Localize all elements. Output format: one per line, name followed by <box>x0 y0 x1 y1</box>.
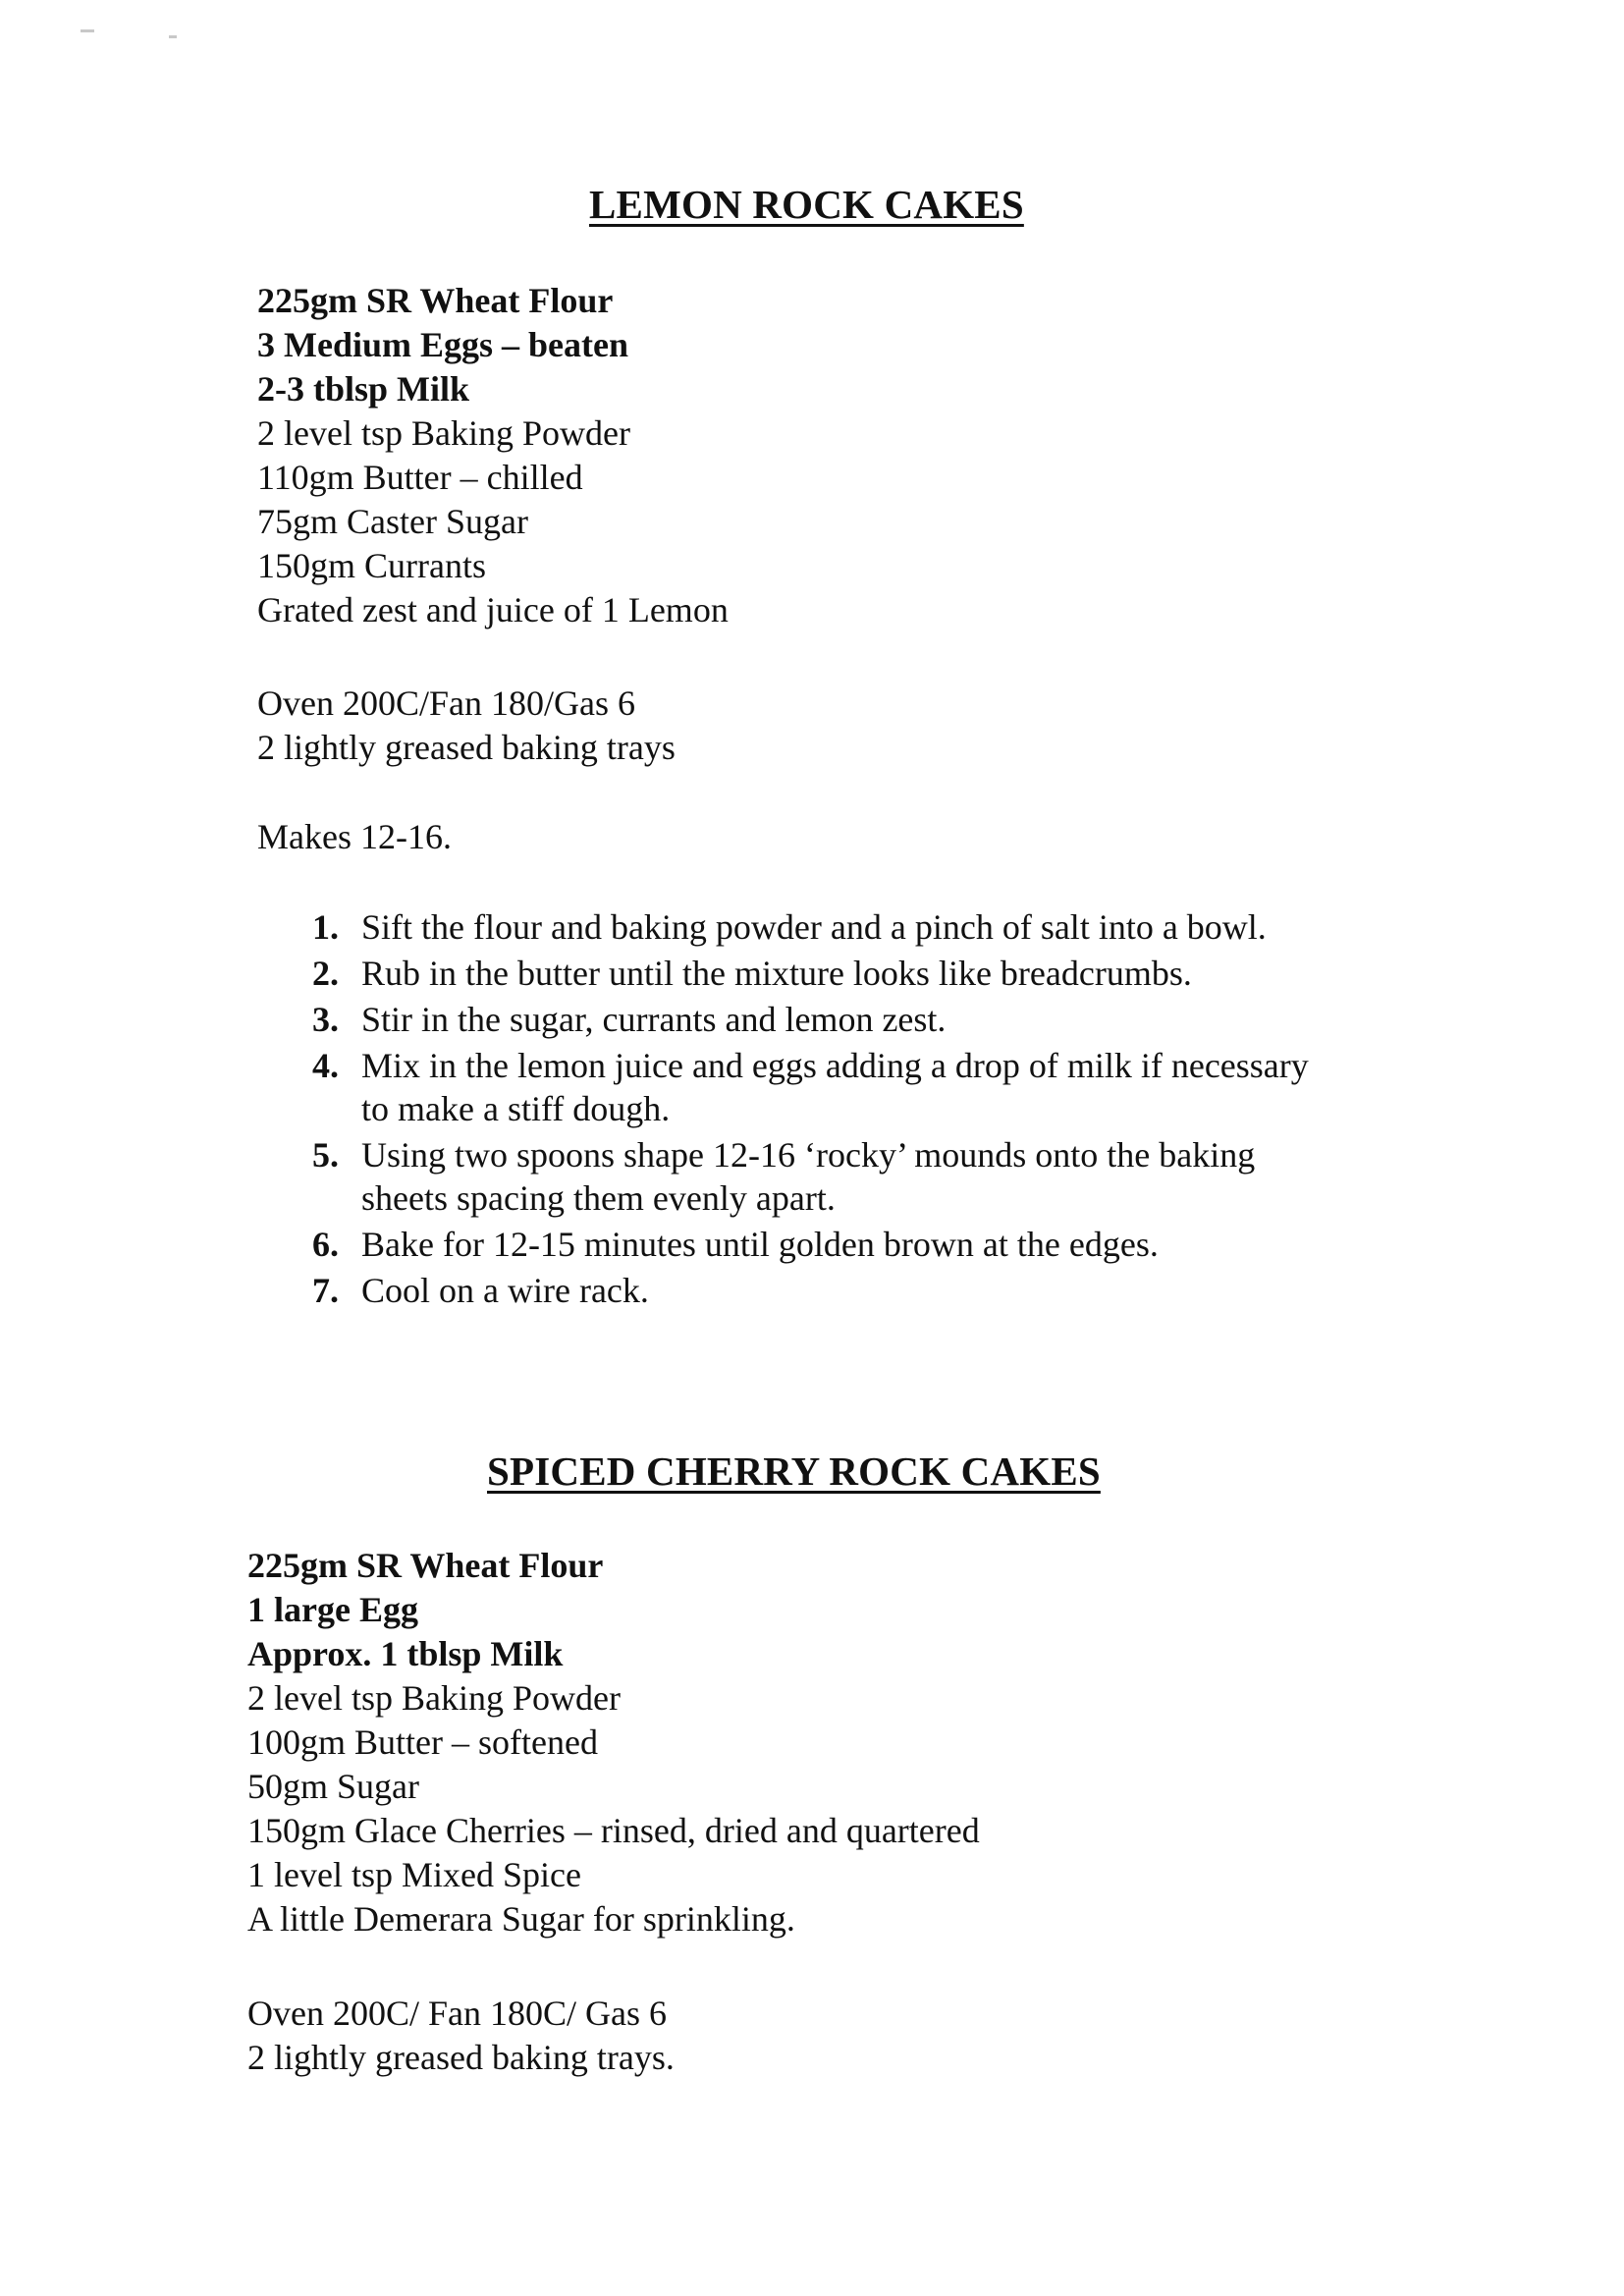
method-step <box>312 952 1309 995</box>
ingredient-line: Grated zest and juice of 1 Lemon <box>257 590 729 629</box>
scan-speck <box>81 29 94 32</box>
ingredient-line: 110gm Butter – chilled <box>257 458 583 497</box>
ingredients-list-spiced-cherry <box>247 1544 980 1941</box>
ingredient-line: 2 level tsp Baking Powder <box>257 413 630 453</box>
step-text: Stir in the sugar, currants and lemon zest. <box>361 1000 947 1039</box>
method-step <box>312 905 1309 949</box>
ingredients-list-lemon <box>257 279 729 632</box>
method-step <box>312 998 1309 1041</box>
method-step <box>312 1269 1309 1312</box>
step-text: Cool on a wire rack. <box>361 1271 649 1310</box>
oven-info-lemon <box>257 682 676 770</box>
scan-speck <box>169 35 177 38</box>
oven-line: Oven 200C/ Fan 180C/ Gas 6 <box>247 1994 667 2033</box>
ingredient-line: 150gm Currants <box>257 546 486 585</box>
method-step <box>312 1044 1309 1130</box>
step-number: 1. <box>312 907 339 947</box>
ingredient-line: 1 large Egg <box>247 1590 418 1629</box>
step-number: 6. <box>312 1225 339 1264</box>
ingredient-line: 2-3 tblsp Milk <box>257 369 470 409</box>
step-text: Bake for 12-15 minutes until golden brown at the edges. <box>361 1225 1159 1264</box>
ingredient-line: 50gm Sugar <box>247 1767 419 1806</box>
ingredient-line: Approx. 1 tblsp Milk <box>247 1634 564 1673</box>
step-number: 7. <box>312 1271 339 1310</box>
method-step <box>312 1133 1309 1220</box>
ingredient-line: 100gm Butter – softened <box>247 1722 598 1762</box>
ingredient-line: 75gm Caster Sugar <box>257 502 528 541</box>
method-steps-lemon <box>312 905 1309 1315</box>
trays-line: 2 lightly greased baking trays <box>257 728 676 767</box>
ingredient-line: A little Demerara Sugar for sprinkling. <box>247 1899 795 1939</box>
step-text-continued: to make a stiff dough. <box>361 1089 671 1128</box>
oven-line: Oven 200C/Fan 180/Gas 6 <box>257 683 635 723</box>
trays-line: 2 lightly greased baking trays. <box>247 2038 675 2077</box>
step-text-continued: sheets spacing them evenly apart. <box>361 1178 836 1218</box>
step-number: 4. <box>312 1046 339 1085</box>
ingredient-line: 3 Medium Eggs – beaten <box>257 325 628 364</box>
recipe-title-lemon-rock-cakes: LEMON ROCK CAKES <box>589 182 1024 227</box>
makes-line: Makes 12-16. <box>257 817 452 856</box>
step-text: Mix in the lemon juice and eggs adding a drop of milk if necessary <box>361 1046 1309 1085</box>
step-text: Rub in the butter until the mixture looks like breadcrumbs. <box>361 954 1192 993</box>
ingredient-line: 150gm Glace Cherries – rinsed, dried and quartered <box>247 1811 980 1850</box>
step-number: 3. <box>312 1000 339 1039</box>
step-text: Sift the flour and baking powder and a pinch of salt into a bowl. <box>361 907 1267 947</box>
recipe-title-spiced-cherry-rock-cakes: SPICED CHERRY ROCK CAKES <box>487 1449 1101 1494</box>
method-step <box>312 1223 1309 1266</box>
step-text: Using two spoons shape 12-16 ‘rocky’ mounds onto the baking <box>361 1135 1256 1175</box>
ingredient-line: 225gm SR Wheat Flour <box>257 281 614 320</box>
makes-count-lemon <box>257 815 452 859</box>
ingredient-line: 225gm SR Wheat Flour <box>247 1546 604 1585</box>
oven-info-spiced-cherry <box>247 1992 675 2080</box>
step-number: 2. <box>312 954 339 993</box>
ingredient-line: 1 level tsp Mixed Spice <box>247 1855 581 1894</box>
ingredient-line: 2 level tsp Baking Powder <box>247 1678 621 1718</box>
step-number: 5. <box>312 1135 339 1175</box>
